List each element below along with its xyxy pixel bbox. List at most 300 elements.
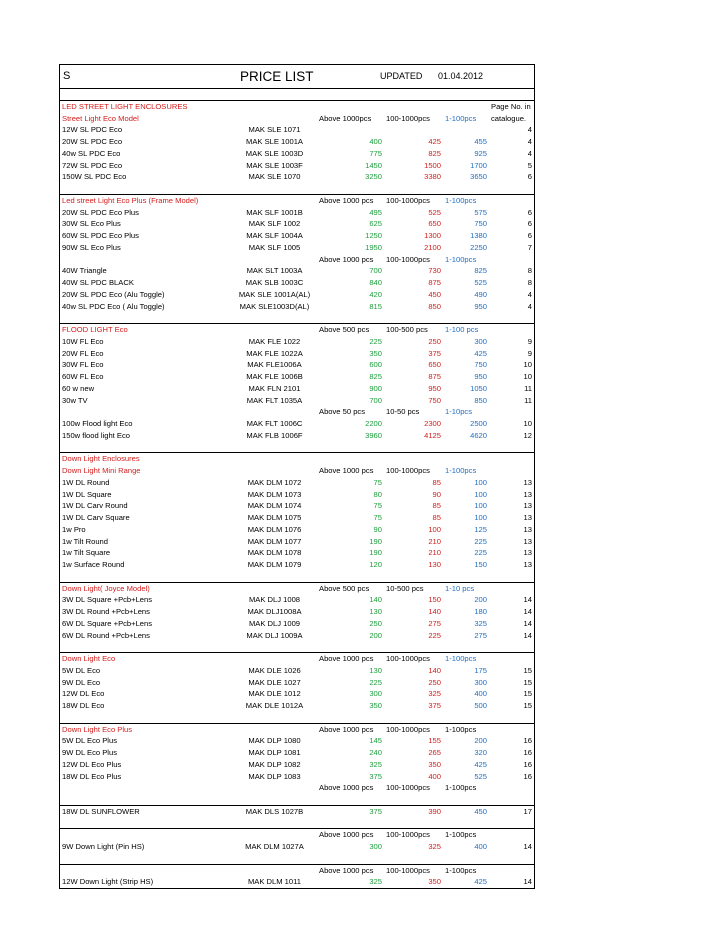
catalogue-page: 14 [523,877,532,887]
product-name [60,865,232,877]
price-tier-2: 2300 [424,419,441,428]
product-code: MAK DLE 1026 [248,665,301,675]
table-row [60,230,534,242]
tier-label: 1-100 pcs [445,325,479,334]
product-code: MAK DLE 1012A [245,701,304,710]
table-row [60,136,534,148]
spacer-row [60,641,534,653]
tier-header-row [60,829,534,841]
catalogue-page: 4 [527,289,532,299]
product-code: MAK DLJ 1009 [248,618,301,628]
table-row [60,171,534,183]
product-code: MAK DLM 1074 [247,501,302,511]
price-tier-2: 325 [428,842,441,851]
product-name: Down Light Enclosures [62,454,140,464]
updated-date: 01.04.2012 [438,70,484,81]
price-tier-1: 130 [369,607,382,616]
catalogue-page: 13 [523,513,532,522]
product-code [232,724,317,736]
catalogue-page: 14 [523,630,532,640]
catalogue-page: 8 [527,278,532,287]
product-name: 1W DL Carv Square [62,513,130,522]
product-name: 30W SL Eco Plus [62,219,121,229]
price-tier-1: 200 [369,630,382,640]
price-tier-2: 210 [428,548,441,558]
product-code [232,195,317,207]
price-tier-3: 750 [474,360,487,370]
table-row [60,489,534,501]
price-tier-3 [443,124,489,136]
tier-label: Above 50 pcs [319,407,366,417]
product-code: MAK DLP 1082 [248,759,301,769]
table-row [60,301,534,313]
price-tier-2: 825 [428,148,441,158]
product-name: 1W DL Carv Round [62,501,128,511]
product-name: LED STREET LIGHT ENCLOSURES [62,101,188,111]
catalogue-page: 16 [523,736,532,746]
price-tier-1 [317,453,384,465]
product-name: 40w SL PDC Eco [62,148,121,158]
price-tier-2: 4125 [424,430,441,440]
price-tier-1: 75 [373,477,382,487]
product-name: 1W DL Square [62,489,112,499]
price-tier-3: 425 [474,877,487,887]
product-code: MAK DLJ1008A [247,607,302,616]
price-tier-2: 425 [428,137,441,146]
price-tier-3: 400 [474,689,487,699]
product-code [232,113,317,125]
catalogue-page: 17 [523,806,532,816]
price-tier-1: 250 [369,618,382,628]
catalogue-page: 4 [527,137,532,146]
catalogue-page: 13 [523,548,532,558]
table-row [60,430,534,442]
tier-header-row [60,113,534,125]
product-name [60,406,232,418]
price-tier-2: 250 [428,677,441,687]
tier-label: Above 1000 pcs [319,466,374,475]
price-tier-1: 700 [369,395,382,405]
price-tier-2: 850 [428,301,441,311]
tier-label: Above 1000 pcs [319,654,374,663]
price-tier-3: 500 [474,701,487,710]
table-row [60,747,534,759]
product-code: MAK FLN 2101 [248,383,301,393]
catalogue-page: 9 [527,336,532,346]
price-tier-2: 150 [428,595,441,605]
price-tier-3: 100 [474,501,487,511]
price-tier-1: 145 [369,736,382,746]
tier-label: 1-100pcs [445,254,477,264]
catalogue-page: 6 [527,172,532,182]
table-row [60,512,534,524]
price-tier-1: 350 [369,348,382,358]
price-tier-2: 375 [428,701,441,710]
product-code: MAK SLE 1001A [246,137,303,146]
tier-label: 1-100pcs [445,654,477,663]
table-row [60,806,534,818]
product-code: MAK SLE 1001A(AL) [238,289,311,299]
price-tier-3: 3650 [470,172,487,182]
catalogue-page: 15 [523,677,532,687]
table-row [60,383,534,395]
tier-label: 1-100pcs [445,865,477,875]
tier-label: Above 500 pcs [319,325,370,334]
catalogue-page: 16 [523,748,532,757]
tier-label: 100-1000pcs [386,724,430,734]
product-name: 20W FL Eco [62,348,104,358]
catalogue-page [489,406,534,418]
table-row [60,547,534,559]
catalogue-page: 11 [524,395,532,405]
tier-header-row [60,583,534,595]
spacer-row [60,712,534,724]
catalogue-page: 14 [523,618,532,628]
tier-label: 100-1000pcs [386,654,430,663]
price-tier-2: 450 [428,289,441,299]
price-list-sheet [59,64,535,889]
price-tier-1: 300 [369,689,382,699]
price-tier-3: 180 [474,607,487,616]
tier-label: 100-1000pcs [386,830,430,840]
tier-label: 100-1000pcs [386,783,430,793]
table-row [60,500,534,512]
table-row [60,289,534,301]
price-tier-1: 225 [369,677,382,687]
price-tier-1: 75 [373,501,382,511]
table-row [60,359,534,371]
table-row [60,418,534,430]
tier-label: 1-100pcs [445,724,477,734]
price-tier-2: 225 [428,630,441,640]
price-tier-3: 525 [474,771,487,781]
table-row [60,606,534,618]
price-tier-1: 900 [369,383,382,393]
product-name: 60W SL PDC Eco Plus [62,231,139,240]
product-code: MAK DLJ 1008 [248,595,301,605]
price-tier-2: 85 [432,501,441,511]
price-tier-2: 400 [428,771,441,781]
catalogue-page: 4 [527,301,532,311]
catalogue-page: 10 [523,372,532,381]
price-tier-1: 815 [369,301,382,311]
catalogue-page: 12 [523,430,532,440]
price-tier-3: 300 [474,336,487,346]
product-name: FLOOD LIGHT Eco [62,325,128,334]
table-row [60,124,534,136]
tier-label: 1-100pcs [445,466,477,475]
price-tier-1: 3250 [365,172,382,182]
price-tier-3: 275 [474,630,487,640]
product-name: 3W DL Square +Pcb+Lens [62,595,153,605]
catalogue-page [489,453,534,465]
catalogue-page: 13 [523,560,532,569]
product-name: 30W FL Eco [62,360,104,370]
spacer-row [60,442,534,454]
product-name: 90W SL Eco Plus [62,242,121,252]
tier-label: 100-1000pcs [386,254,430,264]
price-tier-1: 420 [369,289,382,299]
product-name: 100w Flood light Eco [62,419,133,428]
price-tier-3: 825 [474,266,487,276]
product-name: 9W Down Light (Pin HS) [62,842,145,851]
product-code: MAK SLF 1001B [246,207,303,217]
catalogue-page [489,865,534,877]
price-tier-1: 1950 [365,242,382,252]
tier-label: Above 500 pcs [319,583,370,593]
table-row [60,277,534,289]
price-tier-3: 1050 [470,383,487,393]
tier-label: Above 1000 pcs [319,830,374,840]
price-tier-3: 325 [474,618,487,628]
spacer-row [60,571,534,583]
product-code: MAK FLB 1006F [246,430,303,440]
price-tier-3: 100 [474,513,487,522]
product-code: MAK FLE 1022 [248,336,301,346]
price-tier-1 [317,101,384,113]
product-code: MAK DLM 1079 [247,560,302,569]
product-code: MAK DLM 1072 [247,477,302,487]
product-code: MAK DLS 1027B [245,806,304,816]
table-row [60,700,534,712]
product-name: 5W DL Eco Plus [62,736,118,746]
tier-label: Above 1000pcs [319,113,372,123]
table-row [60,841,534,853]
price-tier-1: 495 [369,207,382,217]
product-code: MAK SLE1003D(AL) [239,301,310,311]
tier-label: Above 1000 pcs [319,195,374,205]
price-tier-2: 325 [428,689,441,699]
updated-label: UPDATED [380,70,423,81]
product-name: 20W SL PDC Eco (Alu Toggle) [62,289,165,299]
price-tier-3: 2500 [470,419,487,428]
catalogue-page: 6 [527,207,532,217]
tier-header-row [60,324,534,336]
tier-header-row [60,254,534,266]
price-tier-1: 625 [369,219,382,229]
product-name: 72W SL PDC Eco [62,160,123,170]
price-tier-2: 2100 [424,242,441,252]
product-code: MAK DLE 1027 [248,677,301,687]
price-tier-3: 150 [474,560,487,569]
page-title: PRICE LIST [240,70,314,83]
table-row [60,559,534,571]
price-tier-3: 200 [474,595,487,605]
price-tier-2: 750 [428,395,441,405]
product-name: 1W DL Round [62,477,110,487]
product-name: 40w SL PDC Eco ( Alu Toggle) [62,301,165,311]
spacer-row [60,89,534,101]
price-tier-3: 950 [474,301,487,311]
product-name: Down Light Eco [62,654,116,663]
title-row [60,65,534,89]
product-name: Down Light Mini Range [62,466,141,475]
product-code [232,324,317,336]
price-tier-2: 265 [428,748,441,757]
product-code: MAK SLE 1070 [248,172,301,182]
product-name: 1w Surface Round [62,560,125,569]
product-code: MAK SLT 1003A [246,266,303,276]
tier-header-row [60,465,534,477]
catalogue-page [489,782,534,794]
price-tier-2: 100 [428,524,441,534]
catalogue-page: 14 [523,595,532,605]
product-code: MAK FLE1006A [247,360,302,370]
product-code: MAK DLM 1027A [245,842,304,851]
product-code: MAK DLP 1083 [248,771,301,781]
table-row [60,688,534,700]
price-tier-1: 2200 [365,419,382,428]
price-tier-1: 600 [369,360,382,370]
tier-label: 1-100pcs [445,113,477,123]
price-tier-2: 90 [432,489,441,499]
price-tier-2: 85 [432,477,441,487]
catalogue-page: 4 [527,125,532,135]
tier-label: Above 1000 pcs [319,254,374,264]
product-name: 40W Triangle [62,266,107,276]
price-tier-2: 350 [428,877,441,887]
price-tier-3: 1380 [470,231,487,240]
price-tier-2: 130 [428,560,441,569]
catalogue-page [489,653,534,665]
price-tier-2: 155 [428,736,441,746]
price-tier-3: 100 [474,489,487,499]
product-code: MAK SLE 1071 [248,125,301,135]
price-tier-3: 490 [474,289,487,299]
price-tier-3: 850 [474,395,487,405]
price-tier-1: 75 [373,513,382,522]
price-tier-2: 210 [428,536,441,546]
product-code: MAK SLF 1004A [246,231,303,240]
product-code [232,254,317,266]
catalogue-page: 14 [523,842,532,851]
tier-label: Above 1000 pcs [319,724,374,734]
product-name: 150w flood light Eco [62,430,130,440]
product-name: 5W DL Eco [62,665,101,675]
price-tier-3: 400 [474,842,487,851]
catalogue-page [489,724,534,736]
price-tier-1: 240 [369,748,382,757]
price-tier-3: 1700 [470,160,487,170]
product-code: MAK DLM 1076 [247,524,302,534]
product-code: MAK SLE 1003D [245,148,304,158]
price-tier-3 [443,453,489,465]
price-tier-1: 700 [369,266,382,276]
product-name [60,782,232,794]
spacer-row [60,853,534,865]
tier-label: 1-100pcs [445,830,477,840]
price-table-body [60,89,534,888]
table-row [60,218,534,230]
product-name: 9W DL Eco [62,677,101,687]
table-row [60,453,534,465]
price-tier-1: 225 [369,336,382,346]
product-code: MAK DLM 1078 [247,548,302,558]
price-tier-3: 300 [474,677,487,687]
price-tier-3: 750 [474,219,487,229]
product-code: MAK DLM 1077 [247,536,302,546]
product-code [232,406,317,418]
table-row [60,759,534,771]
product-code: MAK DLM 1073 [247,489,302,499]
product-name: Down Light( Joyce Model) [62,583,150,593]
product-name: 6W DL Square +Pcb+Lens [62,618,153,628]
product-code: MAK DLM 1075 [247,513,302,522]
product-code [232,829,317,841]
price-tier-1: 130 [369,665,382,675]
product-name: 30w TV [62,395,88,405]
tier-label: 10-50 pcs [386,407,420,417]
catalogue-page: 13 [523,477,532,487]
tier-label: 1-100pcs [445,195,477,205]
catalogue-page: 13 [523,489,532,499]
catalogue-page: 8 [527,266,532,276]
price-tier-3: 225 [474,536,487,546]
catalogue-page: 15 [523,701,532,710]
catalogue-page [489,324,534,336]
product-name: 60W FL Eco [62,372,104,381]
product-name: 40W SL PDC BLACK [62,278,134,287]
price-tier-3: 225 [474,548,487,558]
product-code [232,865,317,877]
product-code [232,653,317,665]
product-name: 1w Tilt Round [62,536,109,546]
product-code: MAK DLP 1081 [248,748,301,757]
price-tier-3: 4620 [470,430,487,440]
product-code: MAK FLE 1006B [246,372,303,381]
catalogue-page: 11 [524,383,532,393]
product-code [232,782,317,794]
product-code: MAK FLE 1022A [246,348,303,358]
product-code [232,583,317,595]
price-tier-2: 650 [428,360,441,370]
product-code: MAK SLF 1005 [248,242,301,252]
table-row [60,148,534,160]
catalogue-page: 13 [523,524,532,534]
price-tier-2: 250 [428,336,441,346]
catalogue-page [489,583,534,595]
price-tier-3: 455 [474,137,487,146]
tier-header-row [60,195,534,207]
price-tier-2: 140 [428,665,441,675]
table-row [60,524,534,536]
tier-label: 1-10 pcs [445,583,475,593]
tier-label: 100-1000pcs [386,113,430,123]
price-tier-2 [384,101,443,113]
price-tier-1: 325 [369,759,382,769]
price-tier-1: 120 [369,560,382,569]
product-name: 1w Tilt Square [62,548,111,558]
product-code: MAK FLT 1006C [246,419,303,428]
spacer-row [60,183,534,195]
tier-header-row [60,724,534,736]
product-name: 9W DL Eco Plus [62,748,118,757]
product-code [232,101,317,113]
price-tier-3: 200 [474,736,487,746]
catalogue-page [489,195,534,207]
product-code: MAK SLF 1002 [248,219,301,229]
price-tier-3: 320 [474,748,487,757]
product-code [232,453,317,465]
price-tier-1: 1250 [365,231,382,240]
price-tier-1: 80 [373,489,382,499]
product-name: 12W DL Eco [62,689,105,699]
table-row [60,677,534,689]
catalogue-page: 15 [523,689,532,699]
price-tier-2: 375 [428,348,441,358]
table-row [60,594,534,606]
product-code: MAK SLE 1003F [246,160,303,170]
